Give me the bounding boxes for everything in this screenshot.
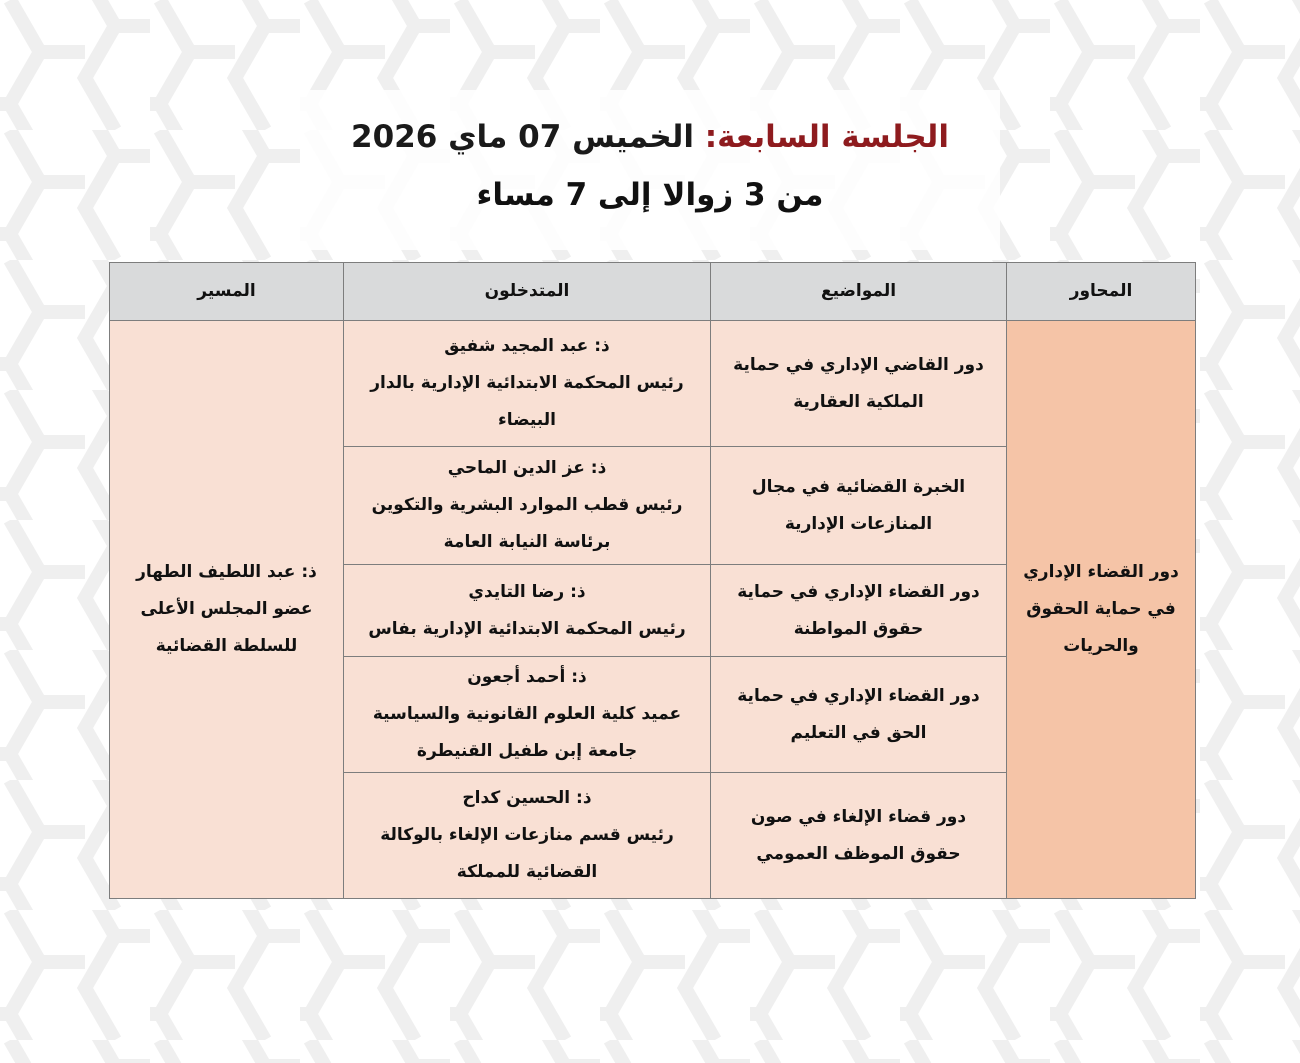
session-label: الجلسة السابعة:: [704, 119, 949, 155]
moderator-cell: [110, 321, 344, 899]
axis-line: في حماية الحقوق: [1026, 599, 1176, 619]
moderator-title: عضو المجلس الأعلى: [140, 599, 313, 619]
speaker-cell: [344, 321, 711, 447]
speaker-cell: [344, 657, 711, 773]
topic-line: حقوق الموظف العمومي: [756, 843, 961, 864]
session-date: الخميس 07 ماي 2026: [351, 119, 694, 155]
topic-line: حقوق المواطنة: [793, 618, 924, 639]
topic-line: الملكية العقارية: [793, 391, 924, 412]
speaker-name: ذ: الحسين كداح: [462, 788, 592, 808]
topic-cell: [711, 447, 1007, 565]
speaker-name: ذ: أحمد أجعون: [467, 667, 587, 687]
topic-cell: [711, 773, 1007, 899]
topic-line: الحق في التعليم: [790, 722, 927, 743]
column-header-axes: المحاور: [1007, 263, 1196, 321]
topic-cell: [711, 321, 1007, 447]
speaker-name: ذ: رضا التايدي: [468, 581, 586, 602]
column-header-speakers: المتدخلون: [344, 263, 711, 321]
topic-cell: [711, 657, 1007, 773]
table-header-row: [110, 263, 1196, 321]
topic-line: دور القاضي الإداري في حماية: [733, 354, 984, 375]
column-header-moderator: المسير: [110, 263, 344, 321]
topic-cell: [711, 565, 1007, 657]
axis-line: دور القضاء الإداري: [1023, 562, 1179, 582]
session-title: [0, 108, 1300, 166]
speaker-title: جامعة إبن طفيل القنيطرة: [416, 741, 638, 761]
table-row: [110, 321, 1196, 447]
moderator-title: للسلطة القضائية: [155, 636, 298, 656]
topic-line: دور قضاء الإلغاء في صون: [750, 806, 967, 827]
topic-line: دور القضاء الإداري في حماية: [737, 685, 980, 706]
speaker-title: البيضاء: [498, 410, 556, 430]
speaker-title: رئيس المحكمة الابتدائية الإدارية بالدار: [370, 373, 684, 393]
session-header: [0, 108, 1300, 224]
moderator-name: ذ: عبد اللطيف الطهار: [136, 562, 317, 582]
axis-line: والحريات: [1063, 636, 1139, 656]
column-header-topics: المواضيع: [711, 263, 1007, 321]
program-table: [109, 262, 1196, 899]
speaker-cell: [344, 447, 711, 565]
speaker-name: ذ: عز الدين الماحي: [447, 458, 607, 478]
speaker-title: برئاسة النيابة العامة: [443, 532, 611, 552]
speaker-title: رئيس المحكمة الابتدائية الإدارية بفاس: [368, 618, 686, 639]
topic-line: دور القضاء الإداري في حماية: [737, 581, 980, 602]
session-time: من 3 زوالا إلى 7 مساء: [476, 177, 824, 213]
speaker-title: رئيس قسم منازعات الإلغاء بالوكالة: [380, 825, 674, 845]
topic-line: الخبرة القضائية في مجال: [751, 476, 966, 497]
speaker-name: ذ: عبد المجيد شفيق: [444, 336, 610, 356]
speaker-title: عميد كلية العلوم القانونية والسياسية: [372, 704, 682, 724]
speaker-cell: [344, 773, 711, 899]
speaker-title: القضائية للمملكة: [456, 862, 598, 882]
speaker-cell: [344, 565, 711, 657]
axis-cell: [1007, 321, 1196, 899]
speaker-title: رئيس قطب الموارد البشرية والتكوين: [371, 495, 683, 515]
topic-line: المنازعات الإدارية: [784, 513, 933, 534]
